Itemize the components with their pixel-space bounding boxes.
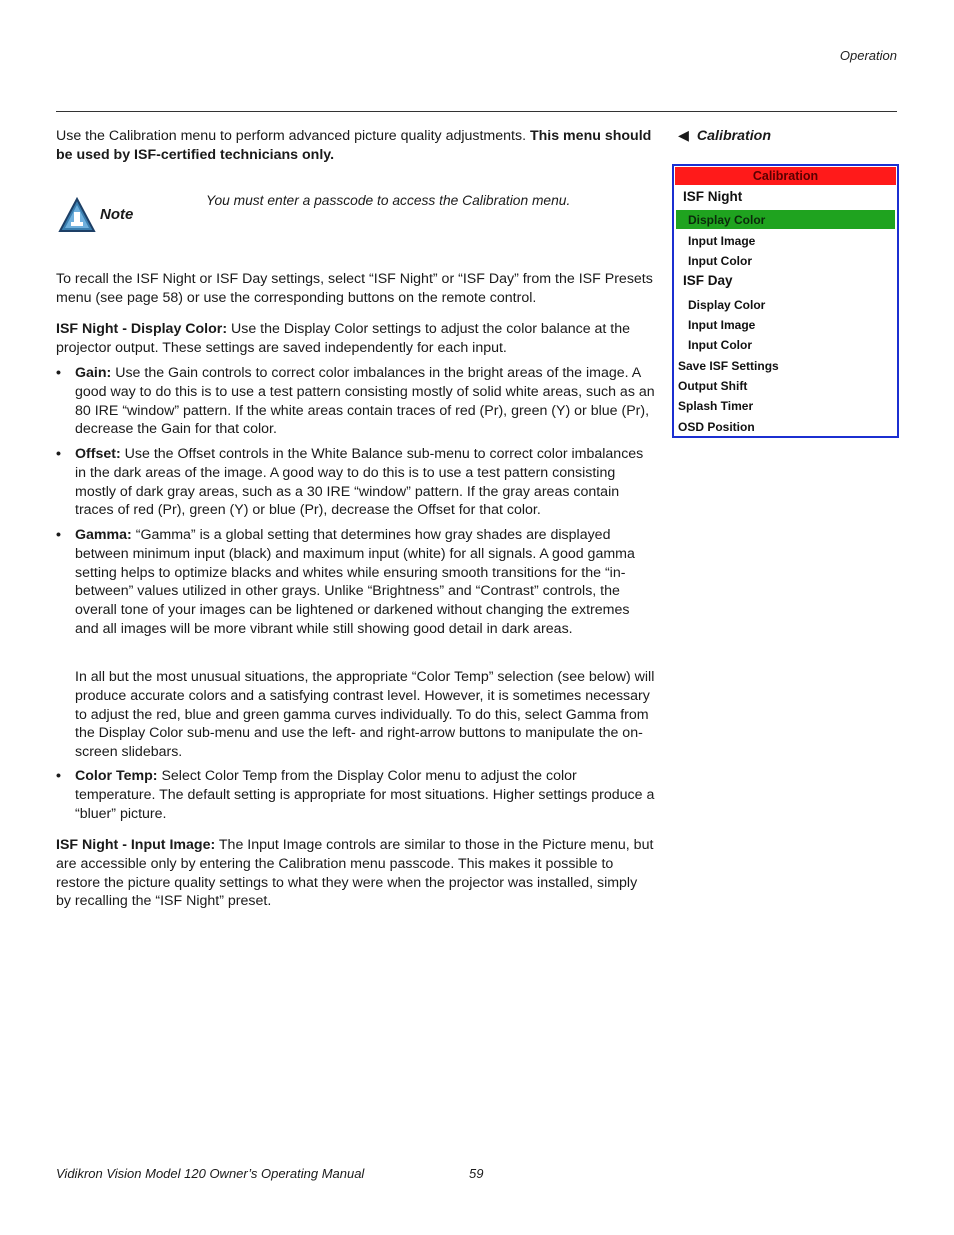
menu-title: Calibration [675,167,896,185]
bullet-text: Select Color Temp from the Display Color menu to adjust the color temperature. The default setting is appropriate for most situations. Higher settings produce a “bluer” picture. [75,768,655,822]
input-image-heading: ISF Night - Input Image: [56,837,216,853]
bullet-term: Gain: [75,365,112,381]
footer-manual-title: Vidikron Vision Model 120 Owner’s Operating Manual [56,1166,365,1181]
intro-paragraph [56,127,656,165]
intro-text: Use the Calibration menu to perform advanced picture quality adjustments. [56,128,530,144]
figure-caption-text: Calibration [696,128,772,144]
menu-item-label: Save ISF Settings [678,359,779,373]
bullet-term: Color Temp: [75,768,158,784]
menu-item-label: ISF Night [683,189,743,204]
page-number: 59 [469,1166,484,1181]
bullet-marker: • [56,446,61,462]
menu-item[interactable] [674,187,897,207]
bullet-term: Offset: [75,446,121,462]
menu-item[interactable] [674,335,897,355]
menu-item-label: Input Image [688,318,756,332]
bullet-marker: • [56,365,61,381]
bullet-marker: • [56,768,61,784]
intro-bold: This menu should be used by ISF-certified technicians only. [56,128,652,163]
menu-item[interactable] [674,231,897,251]
menu-item[interactable] [674,271,897,291]
arrow-left-icon: ◀ [678,128,689,144]
menu-item[interactable] [674,295,897,315]
menu-item-label: Display Color [688,213,766,227]
menu-item-label: Splash Timer [678,399,754,413]
recall-paragraph: To recall the ISF Night or ISF Day settings, select “ISF Night” or “ISF Day” from the ISF Presets menu (see page 58) or use the corresponding buttons on the remote control. [56,271,653,306]
calibration-menu [672,164,899,438]
input-image-text: The Input Image controls are similar to those in the Picture menu, but are accessible only by entering the Calibration menu passcode. This makes it possible to restore the picture quality settings to what they were when the projector was installed, simply by recalling the “ISF Night” preset. [56,837,654,910]
figure-caption [678,127,771,146]
bullet-text: Use the Gain controls to correct color imbalances in the bright areas of the image. A good way to do this is to use a test pattern consisting mostly of solid white areas, such as an 80 IRE “window” pattern. If the white areas contain traces of red (Pr), green (Y) or blue (Pr), decrease the Gain for that color. [75,365,655,438]
menu-item[interactable] [674,356,897,376]
menu-item[interactable] [674,417,897,437]
note-icon [58,197,96,233]
menu-item-label: Output Shift [678,379,748,393]
menu-item-label: Input Image [688,234,756,248]
note-label: Note [100,206,134,223]
menu-item[interactable] [676,210,895,229]
bullet-text: Use the Offset controls in the White Balance sub-menu to correct color imbalances in the dark areas of the image. A good way to do this is to use a test pattern consisting mostly of dark gray areas, such as a 30 IRE “window” pattern. If the gray areas contain traces of red (Pr), green (Y) or blue (Pr), decrease the Offset for that color. [75,446,644,519]
header-rule [56,111,897,112]
menu-item-label: OSD Position [678,420,755,434]
gamma-continued-paragraph: In all but the most unusual situations, the appropriate “Color Temp” selection (see below) will produce accurate colors and a satisfying contrast level. However, it is sometimes necessary to adjust the red, blue and green gamma curves individually. To do this, select Gamma from the Display Color sub-menu and use the left- and right-arrow buttons to manipulate the on-screen slidebars. [75,669,655,761]
menu-item-label: Input Color [688,254,752,268]
bullet-text: “Gamma” is a global setting that determines how gray shades are displayed between minimum input (black) and maximum input (white) for all signals. A good gamma setting helps to optimize blacks and whites while ensuring smooth transitions for the “in-between” values utilized in other grays. Unlike “Brightness” and “Contrast” controls, the overall tone of your images can be lightened or darkened without changing the extremes and all images will be more vibrant while still showing good detail in dark areas. [75,527,635,637]
menu-item-label: Input Color [688,338,752,352]
bullet-term: Gamma: [75,527,132,543]
menu-item[interactable] [674,315,897,335]
menu-item[interactable] [674,396,897,416]
display-color-paragraph [56,320,656,358]
note-text: You must enter a passcode to access the Calibration menu. [206,193,571,208]
bullet-marker: • [56,527,61,543]
menu-item-label: Display Color [688,298,766,312]
menu-item[interactable] [674,251,897,271]
display-color-heading: ISF Night - Display Color: [56,321,228,337]
display-color-text: Use the Display Color settings to adjust the color balance at the projector output. These settings are saved independently for each input. [56,321,631,356]
menu-item-label: ISF Day [683,273,733,288]
input-image-paragraph [56,836,656,911]
menu-item[interactable] [674,376,897,396]
running-header: Operation [839,48,897,63]
